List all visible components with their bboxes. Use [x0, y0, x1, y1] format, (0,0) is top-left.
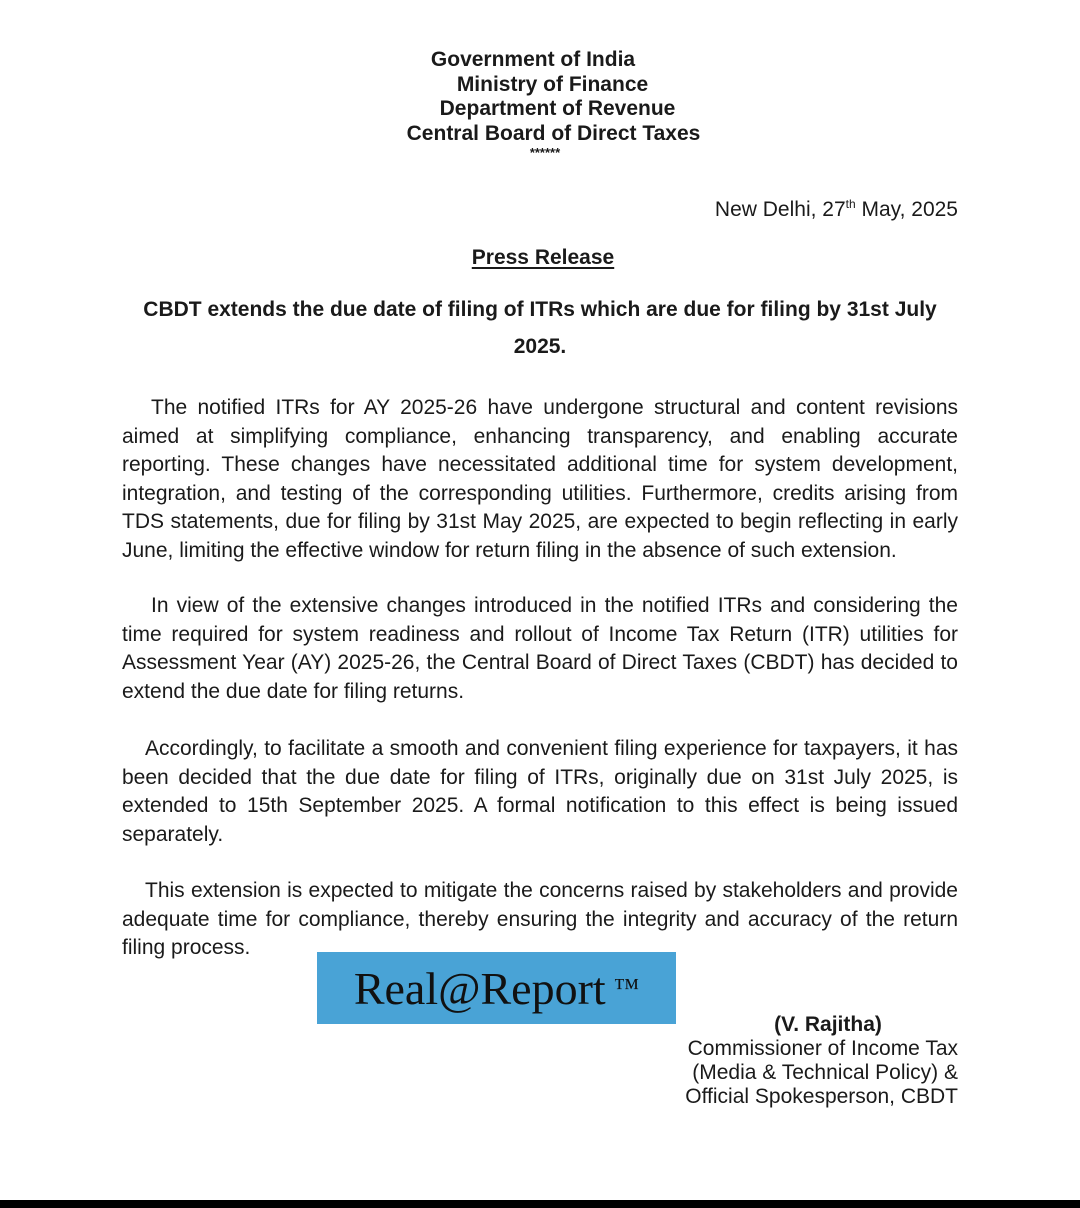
body-paragraph-1: The notified ITRs for AY 2025-26 have undergone structural and content revisions aimed at simplifying compliance, enhancing transparency, and enabling accurate reporting. These changes have necessitated additional time for system development, integration, and testing of the corresponding utilities. Furthermore, credits arising from TDS statements, due for filing by 31st May 2025, are expected to begin reflecting in early June, limiting the effective window for return filing in the absence of such extension.: [122, 396, 958, 562]
dateline: [715, 197, 958, 223]
signatory-role: Official Spokesperson, CBDT: [685, 1085, 958, 1108]
letterhead-department: Department of Revenue: [439, 97, 676, 120]
signatory-department: (Media & Technical Policy) &: [692, 1061, 958, 1084]
watermark-text: Real@Report: [353, 962, 606, 1014]
letterhead: [0, 48, 1080, 159]
signatory-title: Commissioner of Income Tax: [687, 1037, 958, 1060]
bottom-bar: [0, 1200, 1080, 1208]
press-release-subject: CBDT extends the due date of filing of ITRs which are due for filing by 31st July 2025.: [143, 298, 937, 358]
body-paragraph-3: Accordingly, to facilitate a smooth and convenient filing experience for taxpayers, it has been decided that the due date for filing of ITRs, originally due on 31st July 2025, is extended to 15th September 2025. A formal notification to this effect is being issued separately.: [122, 737, 958, 846]
signature-block: [658, 1013, 958, 1109]
dateline-place: New Delhi, 27: [714, 198, 846, 221]
letterhead-government: Government of India: [430, 48, 636, 71]
letterhead-board: Central Board of Direct Taxes: [406, 121, 701, 145]
dateline-day-suffix: th: [845, 197, 856, 211]
dateline-month-year: May, 2025: [855, 198, 958, 221]
watermark-logo: Real@Report ™: [317, 952, 676, 1024]
signatory-name: (V. Rajitha): [774, 1013, 882, 1036]
letterhead-separator: ******: [529, 145, 561, 160]
body-paragraph-2: In view of the extensive changes introduced in the notified ITRs and considering the time required for system readiness and rollout of Income Tax Return (ITR) utilities for Assessment Year (AY) 2025-26, the Central Board of Direct Taxes (CBDT) has decided to extend the due date for filing returns.: [122, 594, 958, 703]
letterhead-ministry: Ministry of Finance: [456, 72, 649, 96]
body-paragraph-4: This extension is expected to mitigate the concerns raised by stakeholders and provide adequate time for compliance, thereby ensuring the integrity and accuracy of the return filing process.: [122, 879, 958, 960]
press-release-title: Press Release: [471, 246, 615, 269]
